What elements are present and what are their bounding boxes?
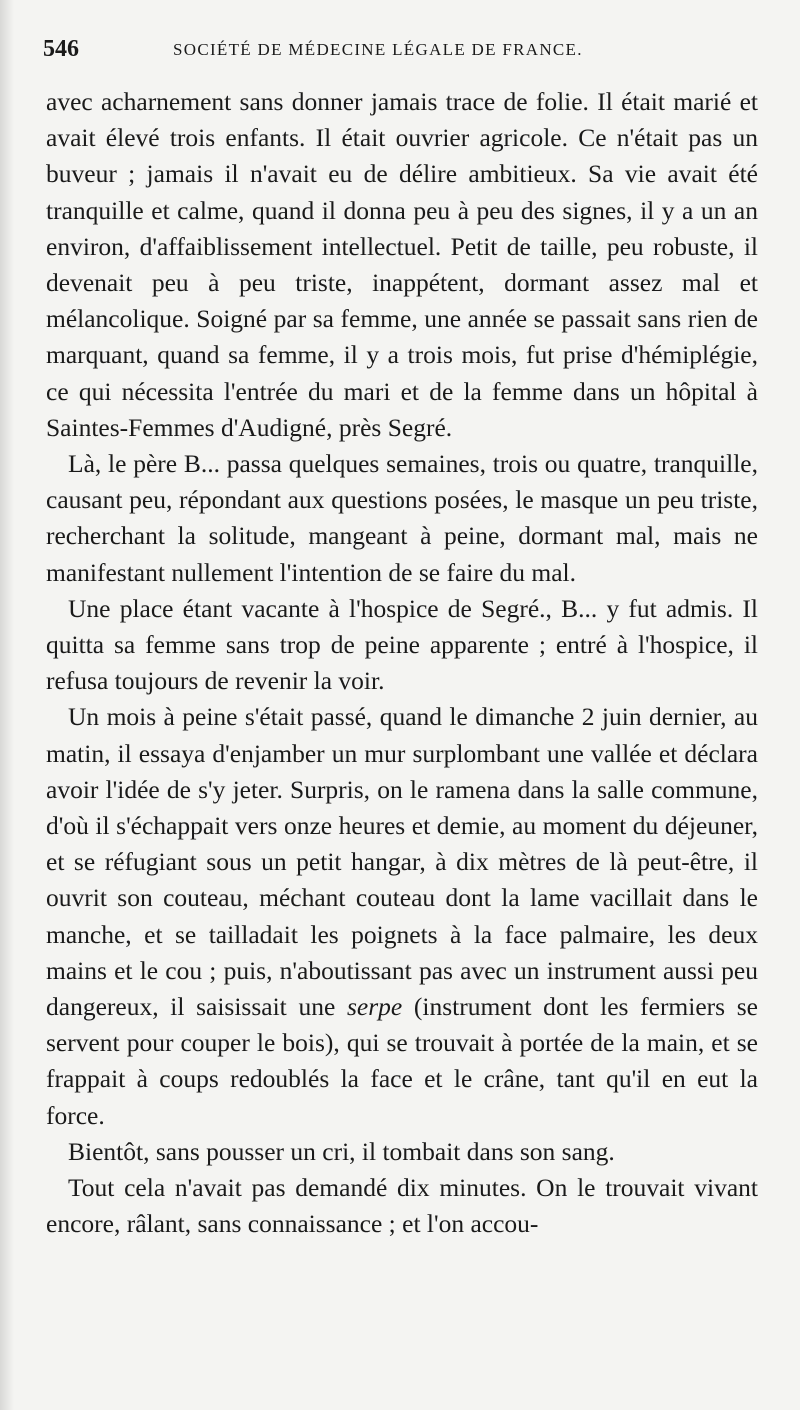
paragraph-6: Tout cela n'avait pas demandé dix minutes. On le trouvait vivant encore, râlant, sans connaissance ; et l'on accou- <box>46 1173 758 1239</box>
body-text <box>46 84 758 1243</box>
journal-title: SOCIÉTÉ DE MÉDECINE LÉGALE DE FRANCE. <box>173 40 583 59</box>
paragraph-5: Bientôt, sans pousser un cri, il tombait dans son sang. <box>68 1136 615 1166</box>
running-head <box>43 36 763 66</box>
paragraph-2: Là, le père B... passa quelques semaines, trois ou quatre, tranquille, causant peu, répondant aux questions posées, le masque un peu triste, recherchant la solitude, mangeant à peine, dormant mal, mais ne manifestant nullement l'intention de se faire du mal. <box>46 449 758 587</box>
paragraph-4 <box>46 699 758 1133</box>
paragraph-4-text: Un mois à peine s'était passé, quand le dimanche 2 juin dernier, au matin, il essaya d'enjamber un mur surplombant une vallée et déclara avoir l'idée de s'y jeter. Surpris, on le ramena dans la salle commune, d'où il s'échappait vers onze heures et demie, au moment du déjeuner, et se réfugiant sous un petit hangar, à dix mètres de là peut-être, il ouvrit son couteau, méchant couteau dont la lame vacillait dans le manche, et se tailladait les poignets à la face palmaire, les deux mains et le cou ; puis, n'aboutissant pas avec un instrument aussi peu dangereux, il saisissait une <box>46 702 758 1022</box>
paragraph-1: avec acharnement sans donner jamais trace de folie. Il était marié et avait élevé trois enfants. Il était ouvrier agricole. Ce n'était pas un buveur ; jamais il n'avait eu de délire ambitieux. Sa vie avait été tranquille et calme, quand il donna peu à peu des signes, il y a un an environ, d'affaiblissement intellectuel. Petit de taille, peu robuste, il devenait peu à peu triste, inappétent, dormant assez mal et mélancolique. Soigné par sa femme, une année se passait sans rien de marquant, quand sa femme, il y a trois mois, fut prise d'hémiplégie, ce qui nécessita l'entrée du mari et de la femme dans un hôpital à Saintes-Femmes d'Audigné, près Segré. <box>46 87 758 442</box>
page-number: 546 <box>43 36 79 62</box>
paragraph-4-continuation: (instrument dont les fermiers se servent pour couper le bois), qui se trouvait à portée de la main, et se frappait à coups redoublés la face et le crâne, tant qu'il en eut la force. <box>46 992 759 1130</box>
paragraph-3: Une place étant vacante à l'hospice de Segré., B... y fut admis. Il quitta sa femme sans trop de peine apparente ; entré à l'hospice, il refusa toujours de revenir la voir. <box>46 593 758 696</box>
paragraph-4-italic-term: serpe <box>346 992 403 1022</box>
page-edge-shadow <box>0 0 14 1410</box>
